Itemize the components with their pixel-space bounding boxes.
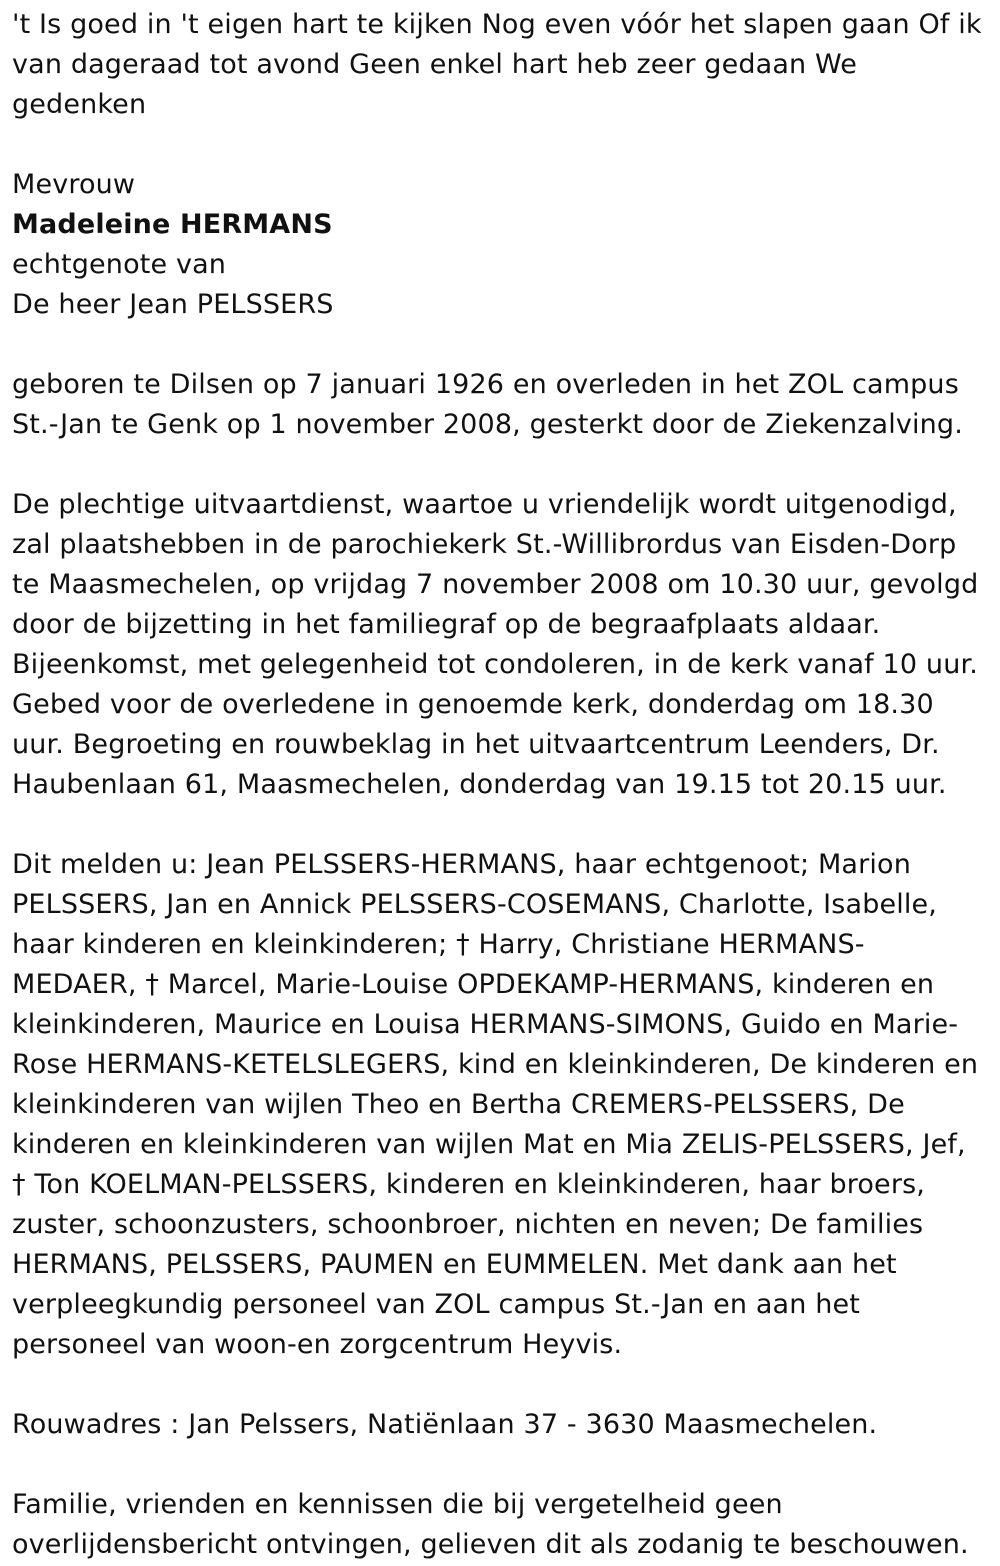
birth-death-paragraph: geboren te Dilsen op 7 januari 1926 en overleden in het ZOL campus St.-Jan te Genk op 1 november 2008, gesterkt door de Ziekenzalving.: [12, 369, 963, 440]
family-paragraph: [12, 845, 988, 1365]
spacer: [12, 805, 988, 845]
mourning-address: Rouwadres : Jan Pelssers, Natiënlaan 37 - 3630 Maasmechelen.: [12, 1409, 878, 1440]
funeral-paragraph: De plechtige uitvaartdienst, waartoe u vriendelijk wordt uitgenodigd, zal plaatshebben in de parochiekerk St.-Willibrordus van Eisden-Dorp te Maasmechelen, op vrijdag 7 november 2008 om 10.30 uur, gevolgd door de bijzetting in het familiegraf op de begraafplaats aldaar. Bijeenkomst, met gelegenheid tot condoleren, in de kerk vanaf 10 uur. Gebed voor de overledene in genoemde kerk, donderdag om 18.30 uur. Begroeting en rouwbeklag in het uitvaartcentrum Leenders, Dr. Haubenlaan 61, Maasmechelen, donderdag van 19.15 tot 20.15 uur.: [12, 489, 979, 800]
closing-paragraph: Familie, vrienden en kennissen die bij vergetelheid geen overlijdensbericht ontvingen, gelieven dit als zodanig te beschouwen.: [12, 1489, 969, 1560]
spacer: [12, 125, 988, 165]
poem-text: 't Is goed in 't eigen hart te kijken Nog even vóór het slapen gaan Of ik van dageraad tot avond Geen enkel hart heb zeer gedaan We gedenken: [12, 9, 982, 120]
cross-icon: †: [145, 969, 159, 1000]
family-text-2: Harry, Christiane HERMANS-MEDAER,: [12, 929, 865, 1000]
family-text-1: Dit melden u: Jean PELSSERS-HERMANS, haar echtgenoot; Marion PELSSERS, Jan en Annick PELSSERS-COSEMANS, Charlotte, Isabelle, haar kinderen en kleinkinderen;: [12, 849, 938, 960]
salutation: Mevrouw: [12, 169, 136, 200]
spacer: [12, 325, 988, 365]
spacer: [12, 1445, 988, 1485]
spacer: [12, 1365, 988, 1405]
spacer: [12, 445, 988, 485]
cross-icon: †: [12, 1169, 26, 1200]
cross-icon: †: [456, 929, 470, 960]
family-text-3: Marcel, Marie-Louise OPDEKAMP-HERMANS, kinderen en kleinkinderen, Maurice en Louisa HERMANS-SIMONS, Guido en Marie-Rose HERMANS-KETELSLEGERS, kind en kleinkinderen, De kinderen en kleinkinderen van wijlen Theo en Bertha CREMERS-PELSSERS, De kinderen en kleinkinderen van wijlen Mat en Mia ZELIS-PELSSERS, Jef,: [12, 969, 979, 1160]
family-text-4: Ton KOELMAN-PELSSERS, kinderen en kleinkinderen, haar broers, zuster, schoonzusters, schoonbroer, nichten en neven; De families HERMANS, PELSSERS, PAUMEN en EUMMELEN. Met dank aan het verpleegkundig personeel van ZOL campus St.-Jan en aan het personeel van woon-en zorgcentrum Heyvis.: [12, 1169, 926, 1360]
relation-label: echtgenote van: [12, 249, 227, 280]
deceased-name: Madeleine HERMANS: [12, 209, 333, 240]
spouse-name: De heer Jean PELSSERS: [12, 289, 334, 320]
